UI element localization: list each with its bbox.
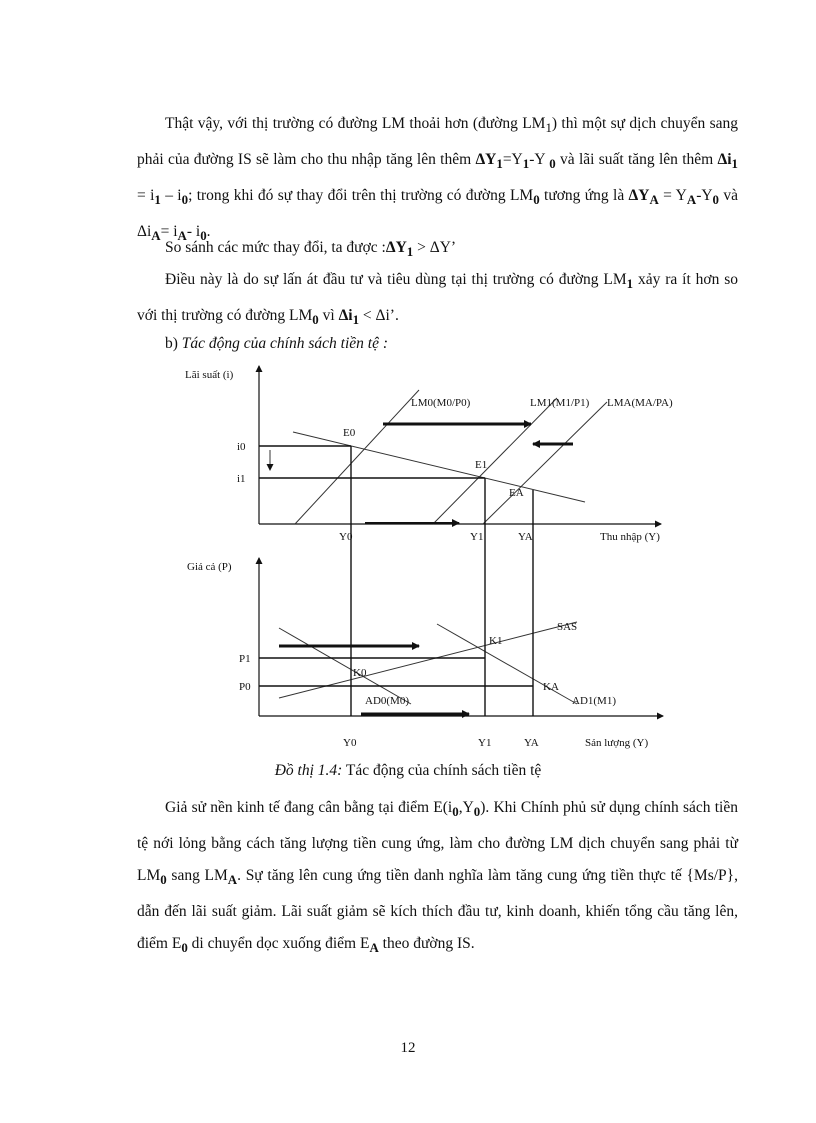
ya-bottom-label: YA [524,737,539,749]
bottom-y-axis-label: Giá cả (P) [187,561,232,573]
top-x-axis-label: Thu nhập (Y) [600,531,660,543]
lm0-curve [295,390,419,524]
k0-label: K0 [353,667,367,679]
paragraph-comparison-result: So sánh các mức thay đổi, ta được $:\Delta Y_1 > \Delta Y$’ [165,239,457,260]
paragraph-monetary-explanation: Giả sử nền kinh tế đang cân bằng tại điểm $E(i_0,Y_0)$. Khi Chính phủ sử dụng chính sách tiền tệ nới lỏng bằng cách tăng lượng tiền cung ứng, làm cho đường LM dịch chuyển sang phải từ $LM_0$ sang $LM_A$. Sự tăng lên cung ứng tiền danh nghĩa làm tăng cung ứng tiền thực tế {Ms/P}, dẫn đến lãi suất giảm. Lãi suất giảm sẽ kích thích đầu tư, kinh doanh, khiến tổng cầu tăng lên, điểm $E_0$ di chuyển dọc xuống điểm $E_A$ theo đường IS. [137,799,738,956]
e1-label: E1 [475,459,488,471]
y1-bottom-label: Y1 [478,737,492,749]
sas-label: SAS [557,621,578,633]
ka-label: KA [543,681,559,693]
top-y-axis-label: Lãi suất (i) [185,369,234,381]
paragraph-lm-comparison: Thật vậy, với thị trường có đường LM thoải hơn (đường $LM_1$) thì một sự dịch chuyển sang phải của đường IS sẽ làm cho thu nhập tăng lên thêm $\Delta Y_1=Y_1-Y$ $_0$ và lãi suất tăng lên thêm $\Delta i_1 = i_1 - i_0$; trong khi đó sự thay đổi trên thị trường có đường $LM_0$ tương ứng là $\Delta Y_A = Y_A-Y_0$ và $\Delta i_A= i_A-$ $i_0$. [137,115,738,244]
section-heading-monetary-policy: b) Tác động của chính sách tiền tệ : [165,335,388,352]
page-number: 12 [400,1040,416,1056]
e0-label: E0 [343,427,356,439]
ea-label: EA [509,487,524,499]
is-lm-ad-as-diagram [175,360,675,755]
y0-top-label: Y0 [339,531,353,543]
p0-label: P0 [239,681,251,693]
lm0-label: LM0(M0/P0) [411,397,471,409]
ad0-label: AD0(M0) [365,695,409,707]
i0-label: i0 [237,441,246,453]
lm1-curve [433,398,557,524]
ad1-label: AD1(M1) [572,695,616,707]
figure-caption: Đồ thị 1.4: Tác động của chính sách tiền tệ [274,762,542,779]
ya-top-label: YA [518,531,533,543]
bottom-x-axis-label: Sản lượng (Y) [585,737,649,749]
y0-bottom-label: Y0 [343,737,357,749]
i1-label: i1 [237,473,246,485]
paragraph-crowding-out: Điều này là do sự lấn át đầu tư và tiêu dùng tại thị trường có đường $LM_1$ xảy ra ít hơn so với thị trường có đường $LM_0$ vì $\Delta i_1 < \Delta i$’. [137,271,738,328]
p1-label: P1 [239,653,251,665]
y1-top-label: Y1 [470,531,484,543]
k1-label: K1 [489,635,503,647]
lma-label: LMA(MA/PA) [607,397,673,409]
lma-curve [483,402,607,524]
lm1-label: LM1(M1/P1) [530,397,590,409]
